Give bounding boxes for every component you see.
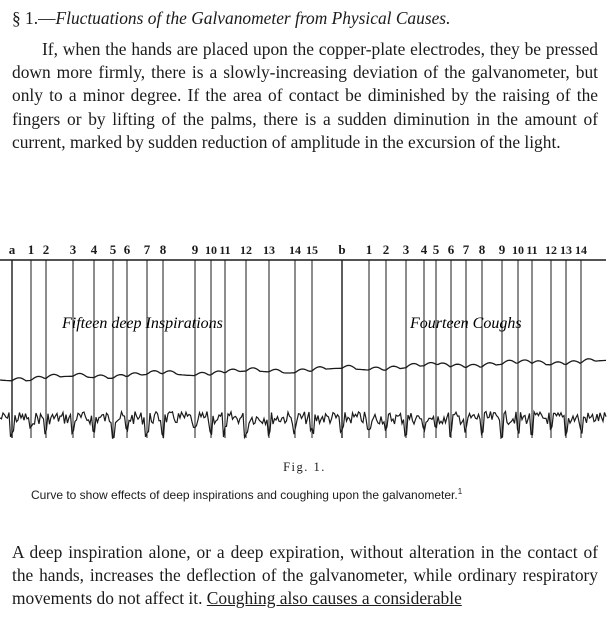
- marker-label-a-5: 5: [109, 242, 117, 257]
- marker-label-a-1: 1: [27, 242, 35, 257]
- figure-label: Fig. 1.: [283, 460, 326, 474]
- marker-label-b-11: 11: [526, 243, 538, 257]
- marker-label-a-3: 3: [69, 242, 77, 257]
- marker-lines: [12, 260, 581, 438]
- upper-trace: [0, 359, 606, 381]
- marker-label-b-13: 13: [560, 243, 572, 257]
- marker-label-a-2: 2: [42, 242, 50, 257]
- marker-label-a-0: a: [8, 242, 16, 257]
- marker-label-b-14: 14: [575, 243, 587, 257]
- section-symbol: § 1.—: [12, 8, 56, 28]
- marker-label-b-9: 9: [498, 242, 506, 257]
- marker-label-a-9: 9: [191, 242, 199, 257]
- marker-labels: [9, 242, 587, 257]
- figure-caption: [13, 484, 596, 503]
- paragraph-2-underlined: Coughing also causes a considerable: [206, 588, 462, 609]
- marker-label-b-6: 6: [447, 242, 455, 257]
- annotation-coughs: Fourteen Coughs: [410, 315, 522, 332]
- marker-label-a-7: 7: [143, 242, 151, 257]
- paragraph-1: If, when the hands are placed upon the copper-plate electrodes, they be pressed down more firmly, there is a slowly-increasing deviation of the galvanometer, but only to a minor degree. If the area of contact be diminished by the raising of the fingers or by lifting of the palms, there is a sudden diminution in the amount of current, marked by sudden reduction of amplitude in the excursion of the light.: [12, 39, 598, 152]
- marker-label-a-13: 13: [263, 243, 275, 257]
- marker-label-b-5: 5: [432, 242, 440, 257]
- marker-label-a-8: 8: [159, 242, 167, 257]
- marker-label-b-0: b: [338, 242, 346, 257]
- marker-label-b-7: 7: [462, 242, 470, 257]
- caption-text: Curve to show effects of deep inspirations and coughing upon the galvanometer.: [31, 488, 458, 502]
- paragraph-2-text: A deep inspiration alone, or a deep expiration, without alteration in the contact of the hands, increases the deflection of the galvanometer, while ordinary respiratory movements do not affect it.: [12, 542, 598, 609]
- footnote-mark: 1: [457, 487, 463, 496]
- marker-label-a-6: 6: [123, 242, 131, 257]
- marker-label-b-2: 2: [382, 242, 390, 257]
- section-heading: [12, 6, 602, 30]
- annotation-inspirations: Fifteen deep Inspirations: [62, 315, 223, 332]
- marker-label-a-4: 4: [90, 242, 98, 257]
- section-title: Fluctuations of the Galvanometer from Physical Causes.: [55, 8, 451, 28]
- marker-label-a-14: 14: [289, 243, 301, 257]
- marker-label-b-8: 8: [478, 242, 486, 257]
- marker-label-b-10: 10: [512, 243, 524, 257]
- marker-label-a-11: 11: [219, 243, 231, 257]
- marker-label-b-3: 3: [402, 242, 410, 257]
- paragraph-2: [12, 541, 598, 611]
- galvanometer-figure: [0, 238, 609, 453]
- marker-label-b-1: 1: [365, 242, 373, 257]
- marker-label-a-15: 15: [306, 243, 318, 257]
- marker-label-a-10: 10: [205, 243, 217, 257]
- marker-label-b-4: 4: [420, 242, 428, 257]
- marker-label-b-12: 12: [545, 243, 557, 257]
- marker-label-a-12: 12: [240, 243, 252, 257]
- lower-trace: [0, 412, 606, 439]
